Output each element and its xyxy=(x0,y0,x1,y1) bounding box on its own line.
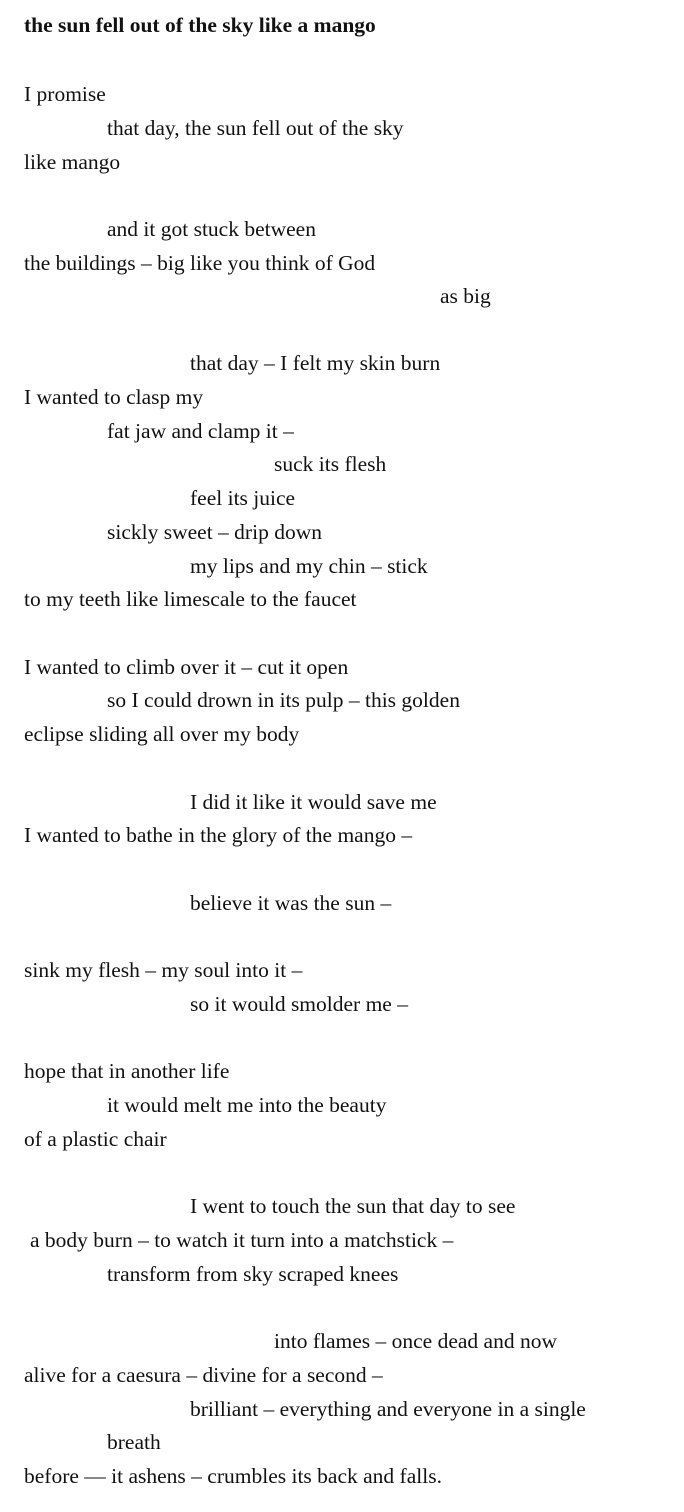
poem-line: the buildings – big like you think of God xyxy=(24,251,376,275)
poem-line: feel its juice xyxy=(190,486,296,510)
poem-line: it would melt me into the beauty xyxy=(107,1093,387,1117)
poem-line: suck its flesh xyxy=(274,452,387,476)
poem-line: so I could drown in its pulp – this golden xyxy=(107,688,460,712)
poem-line: I wanted to bathe in the glory of the mango – xyxy=(24,823,413,847)
poem-line: I wanted to climb over it – cut it open xyxy=(24,655,349,679)
poem-line: I went to touch the sun that day to see xyxy=(190,1194,516,1218)
poem-line: so it would smolder me – xyxy=(190,992,408,1016)
poem-line: of a plastic chair xyxy=(24,1127,167,1151)
poem-line: alive for a caesura – divine for a second – xyxy=(24,1363,383,1387)
poem-line: fat jaw and clamp it – xyxy=(107,419,294,443)
poem-line: breath xyxy=(107,1430,161,1454)
poem-line: hope that in another life xyxy=(24,1059,230,1083)
poem-line: that day, the sun fell out of the sky xyxy=(107,116,404,140)
poem-line: sink my flesh – my soul into it – xyxy=(24,958,303,982)
poem-line: as big xyxy=(440,284,491,308)
poem-line: to my teeth like limescale to the faucet xyxy=(24,587,357,611)
poem-line: brilliant – everything and everyone in a single xyxy=(190,1397,586,1421)
poem-line: sickly sweet – drip down xyxy=(107,520,322,544)
poem-title: the sun fell out of the sky like a mango xyxy=(24,13,376,37)
poem-line: before — it ashens – crumbles its back and falls. xyxy=(24,1464,442,1488)
poem-line: into flames – once dead and now xyxy=(274,1329,557,1353)
poem-line: like mango xyxy=(24,150,121,174)
poem-line: eclipse sliding all over my body xyxy=(24,722,300,746)
poem-line: I wanted to clasp my xyxy=(24,385,204,409)
poem-line: believe it was the sun – xyxy=(190,891,392,915)
poem-line: that day – I felt my skin burn xyxy=(190,351,441,375)
poem-line: and it got stuck between xyxy=(107,217,316,241)
poem-line: a body burn – to watch it turn into a matchstick – xyxy=(30,1228,454,1252)
poem-line: transform from sky scraped knees xyxy=(107,1262,399,1286)
poem-line: my lips and my chin – stick xyxy=(190,554,428,578)
poem-line: I promise xyxy=(24,82,106,106)
poem-line: I did it like it would save me xyxy=(190,790,437,814)
